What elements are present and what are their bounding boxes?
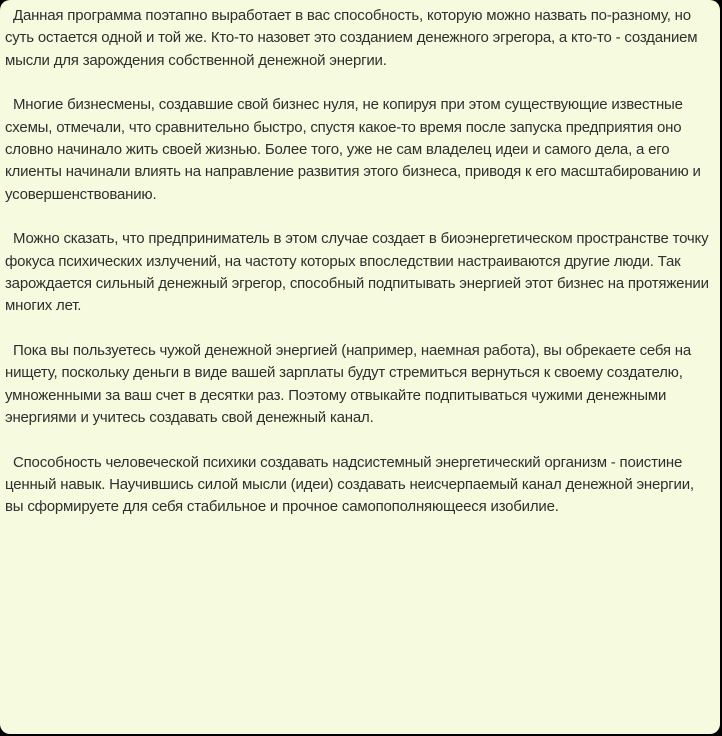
paragraph: Способность человеческой психики создавать надсистемный энергетический организм - поистине ценный навык. Научившись силой мысли (идеи) создавать неисчерпаемый канал денежной энергии, вы сформируете для себя стабильное и прочное самопополняющееся изобилие. [5, 453, 694, 516]
paragraph: Многие бизнесмены, создавшие свой бизнес нуля, не копируя при этом существующие известные схемы, отмечали, что сравнительно быстро, спустя какое-то время после запуска предприятия оно словно начинало жить своей жизнью. Более того, уже не сам владелец идеи и самого дела, а его клиенты начинали влиять на направление развития этого бизнеса, приводя к его масштабированию и усовершенствованию. [5, 96, 701, 203]
paragraph: Можно сказать, что предприниматель в этом случае создает в биоэнергетическом пространстве точку фокуса психических излучений, на частоту которых впоследствии настраиваются другие люди. Так зарождается сильный денежный эгрегор, способный подпитывать энергией этот бизнес на протяжении многих лет. [5, 230, 709, 315]
paragraph: Данная программа поэтапно выработает в вас способность, которую можно назвать по-разному, но суть остается одной и той же. Кто-то назовет это созданием денежного эгрегора, а кто-то - созданием мысли для зарождения собственной денежной энергии. [5, 7, 698, 69]
text-content [5, 5, 710, 519]
paragraph: Пока вы пользуетесь чужой денежной энергией (например, наемная работа), вы обрекаете себя на нищету, поскольку деньги в виде вашей зарплаты будут стремиться вернуться к своему создателю, умноженными за ваш счет в десятки раз. Поэтому отвыкайте подпитываться чужими денежными энергиями и учитесь создавать свой денежный канал. [5, 341, 692, 427]
